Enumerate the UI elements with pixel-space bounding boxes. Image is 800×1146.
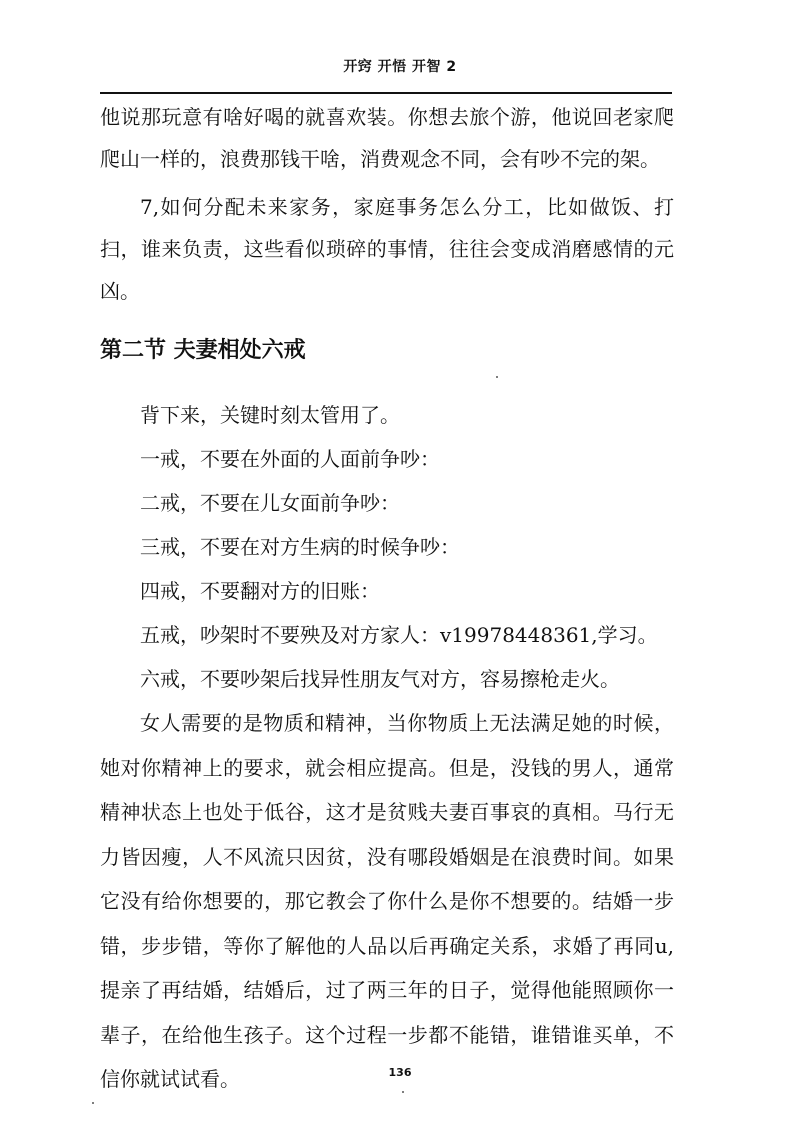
scan-speck	[92, 1102, 94, 1104]
rule-item: 五戒，吵架时不要殃及对方家人：v19978448361,学习。	[140, 623, 658, 647]
body-paragraph: 女人需要的是物质和精神，当你物质上无法满足她的时候，她对你精神上的要求，就会相应提高。但是，没钱的男人，通常精神状态上也处于低谷，这才是贫贱夫妻百事哀的真相。马行无力皆因瘦，人不风流只因贫，没有哪段婚姻是在浪费时间。如果它没有给你想要的，那它教会了你什么是你不想要的。结婚一步错，步步错，等你了解他的人品以后再确定关系，求婚了再同u,提亲了再结婚，结婚后，过了两三年的日子，觉得他能照顾你一辈子，在给他生孩子。这个过程一步都不能错，谁错谁买单，不信你就试试看。	[100, 711, 674, 1091]
header-rule	[100, 92, 672, 94]
page-number: 136	[388, 1066, 412, 1079]
lead-line: 背下来，关键时刻太管用了。	[140, 403, 400, 427]
rule-item: 三戒，不要在对方生病的时候争吵：	[140, 535, 460, 559]
continuation-paragraph: 他说那玩意有啥好喝的就喜欢装。你想去旅个游，他说回老家爬爬山一样的，浪费那钱干啥，消费观念不同，会有吵不完的架。	[100, 105, 674, 171]
running-header: 开窍 开悟 开智 2	[343, 59, 457, 75]
rule-item: 一戒，不要在外面的人面前争吵：	[140, 447, 440, 471]
scan-speck	[402, 1091, 404, 1093]
rule-item: 六戒，不要吵架后找异性朋友气对方，容易擦枪走火。	[140, 667, 620, 691]
section-body	[100, 393, 674, 1102]
scan-speck	[496, 376, 498, 378]
rule-item: 四戒，不要翻对方的旧账：	[140, 579, 380, 603]
intro-text	[100, 96, 674, 312]
section-title: 第二节 夫妻相处六戒	[100, 338, 306, 363]
item-7-paragraph: 7,如何分配未来家务，家庭事务怎么分工，比如做饭、打扫，谁来负责，这些看似琐碎的事情，往往会变成消磨感情的元凶。	[100, 195, 674, 303]
rule-item: 二戒，不要在儿女面前争吵：	[140, 491, 400, 515]
